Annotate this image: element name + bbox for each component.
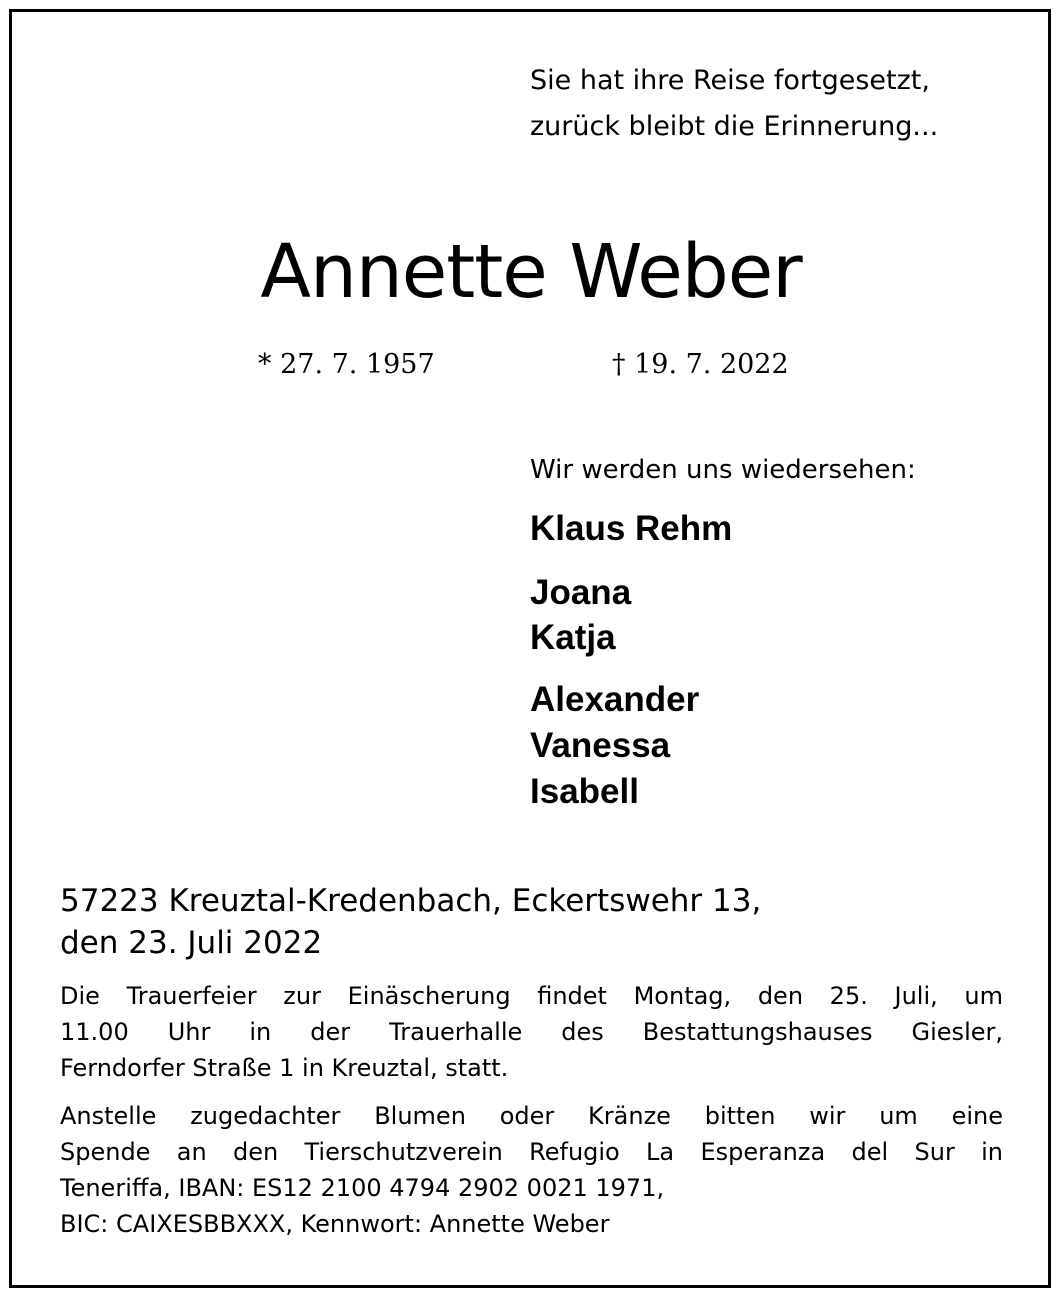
donation-line: Anstelle zugedachter Blumen oder Kränze bitten wir um eine bbox=[60, 1102, 1003, 1130]
mourner-name: Isabell bbox=[530, 772, 639, 811]
ceremony-line: 11.00 Uhr in der Trauerhalle des Bestattungshauses Giesler, bbox=[60, 1018, 1003, 1046]
ceremony-line: Ferndorfer Straße 1 in Kreuztal, statt. bbox=[60, 1054, 509, 1082]
donation-line: BIC: CAIXESBBXXX, Kennwort: Annette Weber bbox=[60, 1210, 610, 1238]
address-line: 57223 Kreuztal-Kredenbach, Eckertswehr 13, bbox=[60, 883, 762, 919]
mourners-intro: Wir werden uns wiedersehen: bbox=[530, 455, 916, 485]
ceremony-paragraph bbox=[60, 978, 1003, 1086]
date-line: den 23. Juli 2022 bbox=[60, 925, 323, 961]
donation-line: Spende an den Tierschutzverein Refugio La Esperanza del Sur in bbox=[60, 1138, 1003, 1166]
mourner-name: Alexander bbox=[530, 680, 700, 719]
donation-line: Teneriffa, IBAN: ES12 2100 4794 2902 0021 1971, bbox=[60, 1174, 665, 1202]
deceased-name: Annette Weber bbox=[260, 229, 802, 315]
motto-line: Sie hat ihre Reise fortgesetzt, bbox=[530, 65, 930, 96]
motto bbox=[530, 58, 938, 150]
motto-line: zurück bleibt die Erinnerung... bbox=[530, 111, 939, 142]
ceremony-line: Die Trauerfeier zur Einäscherung findet Montag, den 25. Juli, um bbox=[60, 982, 1003, 1010]
mourner-name: Katja bbox=[530, 618, 616, 657]
mourner-name: Klaus Rehm bbox=[530, 509, 733, 548]
mourner-name: Joana bbox=[530, 573, 632, 612]
donation-paragraph bbox=[60, 1098, 1003, 1242]
death-date: † 19. 7. 2022 bbox=[612, 349, 789, 380]
mourner-name: Vanessa bbox=[530, 726, 671, 765]
address-block bbox=[60, 880, 761, 964]
birth-date: * 27. 7. 1957 bbox=[258, 349, 435, 380]
